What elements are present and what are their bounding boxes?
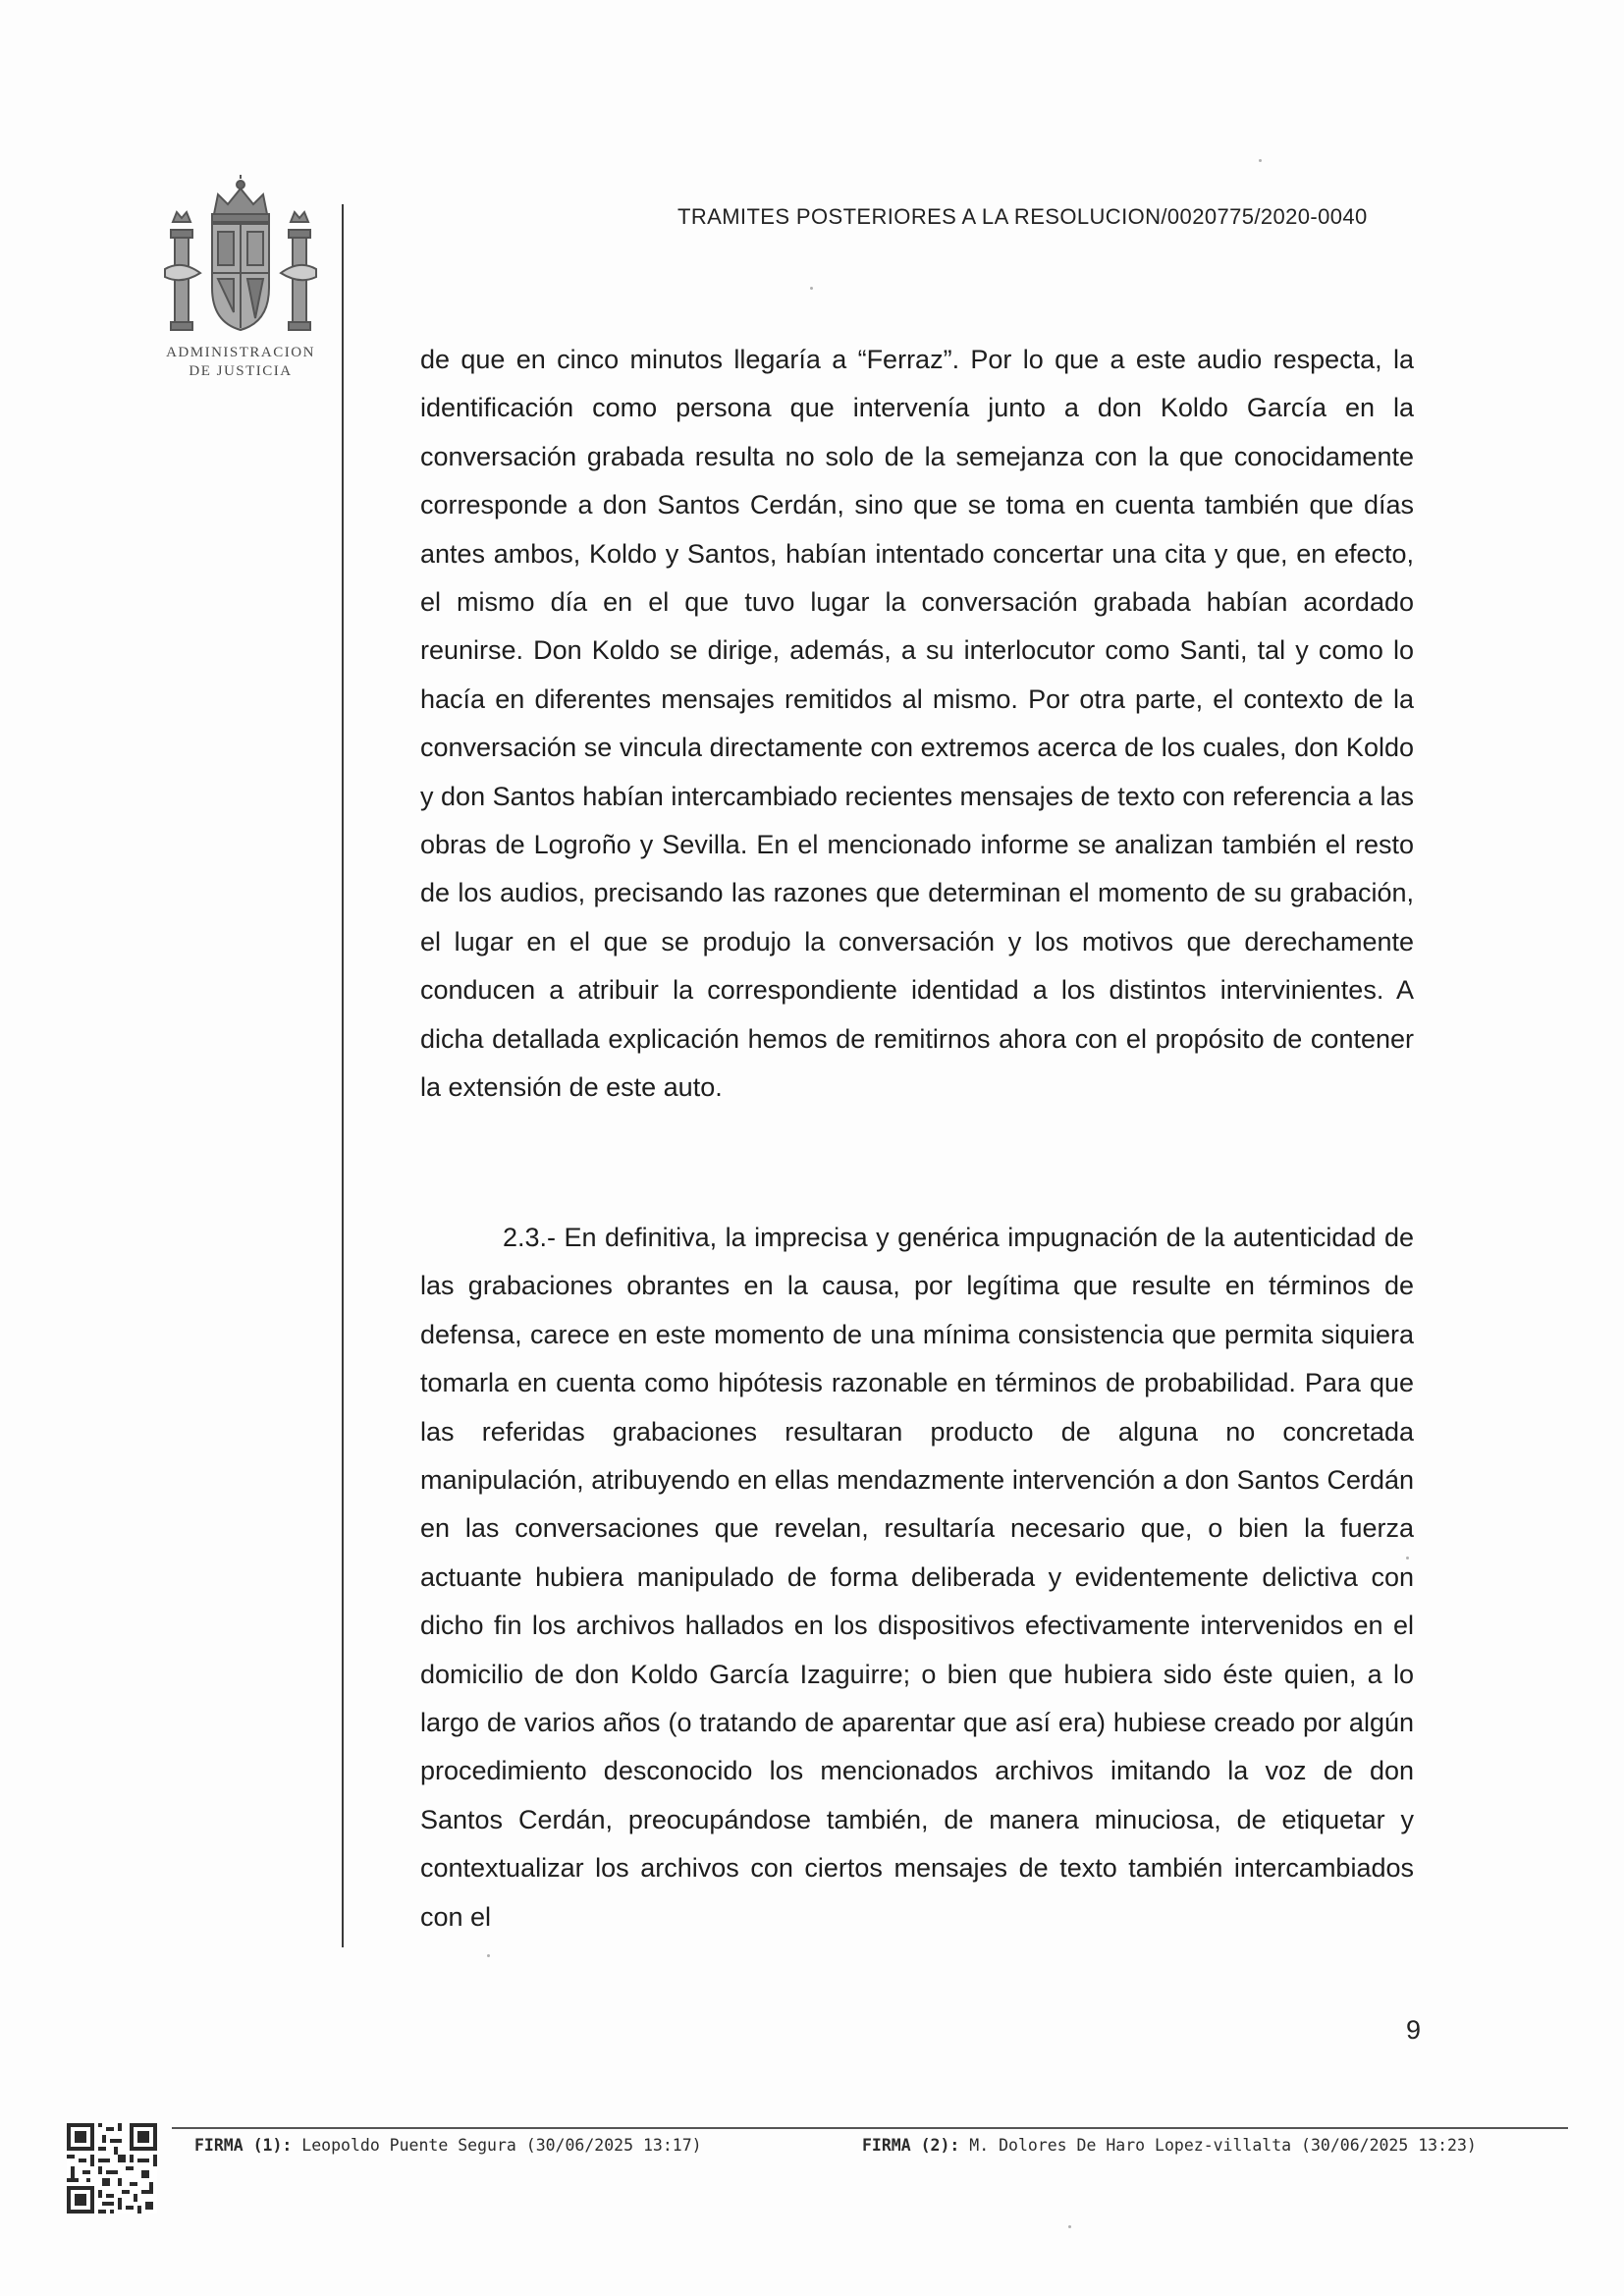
scan-speck	[810, 287, 813, 290]
signature-1-value: Leopoldo Puente Segura (30/06/2025 13:17)	[301, 2136, 702, 2155]
scan-speck	[487, 1954, 490, 1957]
coat-of-arms-icon	[157, 175, 324, 342]
qr-code-icon	[67, 2123, 157, 2214]
agency-label-line2: DE JUSTICIA	[189, 363, 293, 379]
scan-speck	[1406, 1557, 1409, 1559]
scan-speck	[1068, 2225, 1071, 2228]
signature-2-label: FIRMA (2):	[862, 2136, 960, 2155]
body-paragraph-1: de que en cinco minutos llegaría a “Ferraz”. Por lo que a este audio respecta, la identificación como persona que intervenía junto a don Koldo García en la conversación grabada resulta no solo de la semejanza con la que conocidamente corresponde a don Santos Cerdán, sino que se toma en cuenta también que días antes ambos, Koldo y Santos, habían intentado concertar una cita y que, en efecto, el mismo día en el que tuvo lugar la conversación grabada habían acordado reunirse. Don Koldo se dirige, además, a su interlocutor como Santi, tal y como lo hacía en diferentes mensajes remitidos al mismo. Por otra parte, el contexto de la conversación se vincula directamente con extremos acerca de los cuales, don Koldo y don Santos habían intercambiado recientes mensajes de texto con referencia a las obras de Logroño y Sevilla. En el mencionado informe se analizan también el resto de los audios, precisando las razones que determinan el momento de su grabación, el lugar en el que se produjo la conversación y los motivos que derechamente conducen a atribuir la correspondiente identidad a los distintos intervinientes. A dicha detallada explicación hemos de remitirnos ahora con el propósito de contener la extensión de este auto.	[420, 345, 1414, 1103]
scan-speck	[1259, 159, 1262, 162]
document-reference: TRAMITES POSTERIORES A LA RESOLUCION/0020775/2020-0040	[677, 204, 1368, 229]
agency-label-line1: ADMINISTRACION	[166, 345, 315, 360]
signature-2-value: M. Dolores De Haro Lopez-villalta (30/06/2025 13:23)	[969, 2136, 1477, 2155]
page-number: 9	[1406, 2015, 1422, 2045]
signature-1	[194, 2136, 702, 2155]
footer-rule	[172, 2127, 1568, 2129]
body-paragraph-2-text: 2.3.- En definitiva, la imprecisa y genérica impugnación de la autenticidad de las grabaciones obrantes en la causa, por legítima que resulte en términos de defensa, carece en este momento de una mínima consistencia que permita siquiera tomarla en cuenta como hipótesis razonable en términos de probabilidad. Para que las referidas grabaciones resultaran producto de alguna no concretada manipulación, atribuyendo en ellas mendazmente intervención a don Santos Cerdán en las conversaciones que revelan, resultaría necesario que, o bien la fuerza actuante hubiera manipulado de forma deliberada y evidentemente delictiva con dicho fin los archivos hallados en los dispositivos efectivamente intervenidos en el domicilio de don Koldo García Izaguirre; o bien que hubiera sido éste quien, a lo largo de varios años (o tratando de aparentar que así era) hubiese creado por algún procedimiento desconocido los mencionados archivos imitando la voz de don Santos Cerdán, preocupándose también, de manera minuciosa, de etiquetar y contextualizar los archivos con ciertos mensajes de texto también intercambiados con el	[420, 1223, 1414, 1932]
signature-2	[862, 2136, 1477, 2155]
margin-rule	[342, 204, 344, 1947]
signature-1-label: FIRMA (1):	[194, 2136, 293, 2155]
agency-label	[137, 344, 344, 381]
body-paragraph-2	[420, 1214, 1414, 1941]
